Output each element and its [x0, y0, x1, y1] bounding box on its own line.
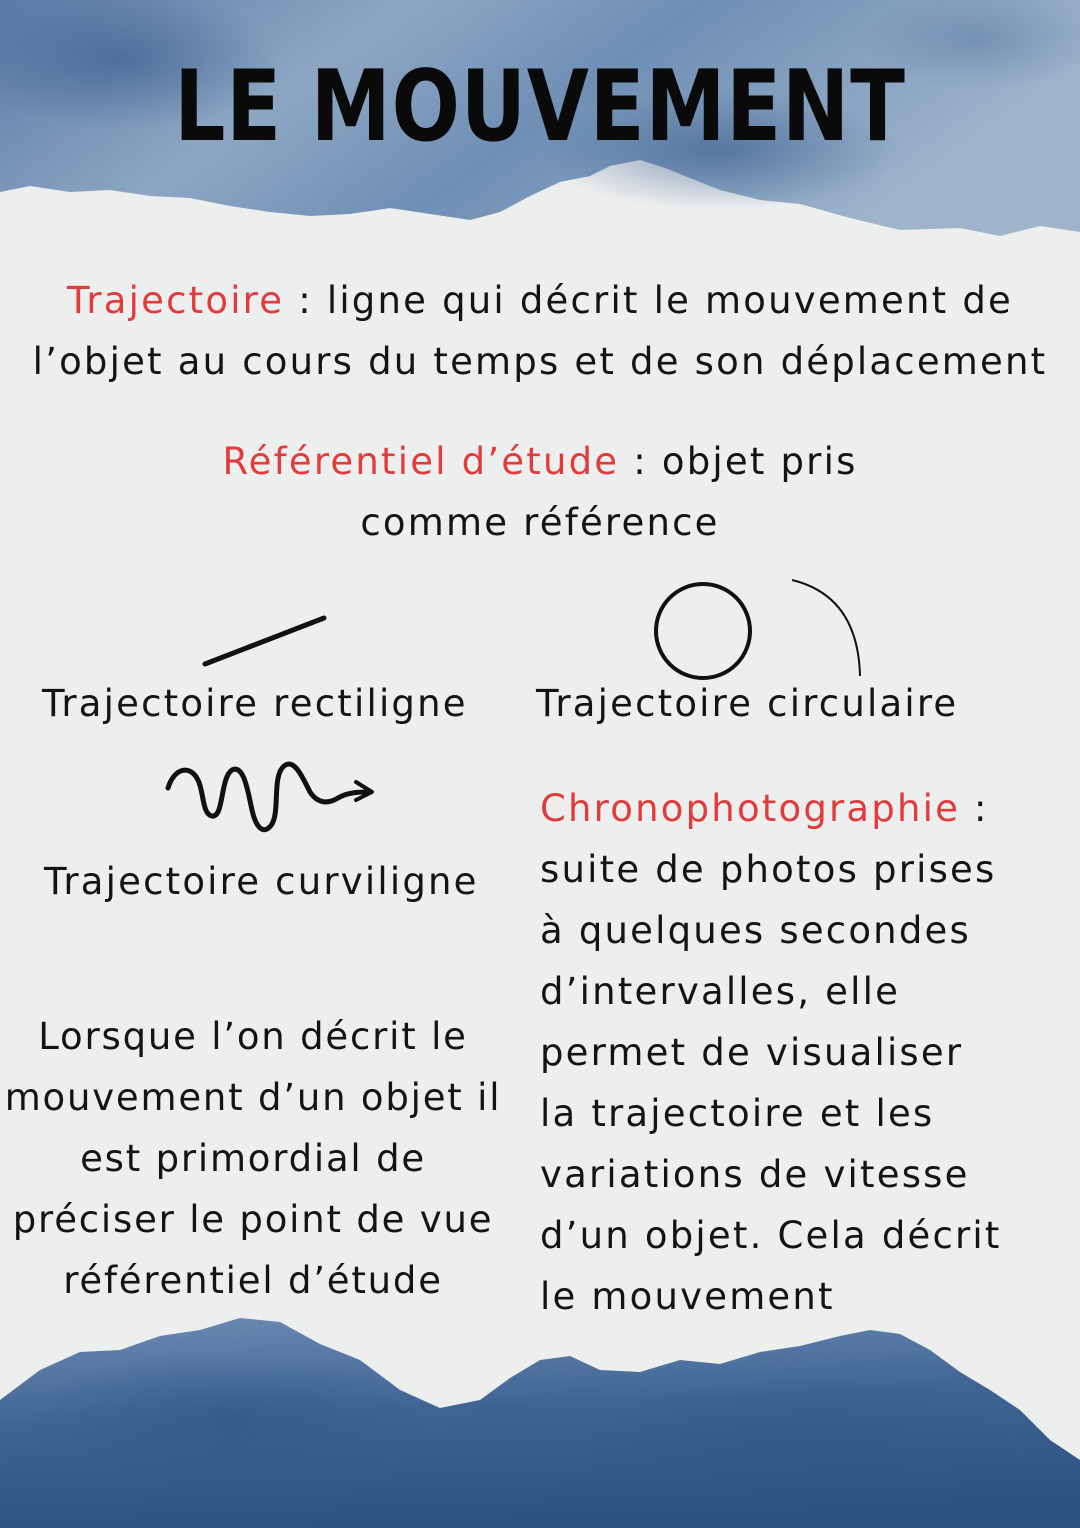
chrono-line: suite de photos prises: [540, 848, 997, 891]
trajectoire-curviligne-label: Trajectoire curviligne: [44, 860, 479, 903]
page-title: LE MOUVEMENT: [174, 50, 906, 164]
referentiel-line-1-text: objet pris: [661, 440, 858, 483]
note-line: mouvement d’un objet il: [4, 1076, 502, 1119]
referentiel-sep: :: [619, 440, 662, 483]
circle-icon: [650, 578, 756, 684]
chrono-line: variations de vitesse: [540, 1153, 970, 1196]
trajectoire-sep: :: [284, 279, 327, 322]
chrono-term: Chronophotographie: [540, 787, 961, 830]
chrono-line: permet de visualiser: [540, 1031, 964, 1074]
note-block: [0, 1006, 506, 1311]
chrono-line: la trajectoire et les: [540, 1092, 935, 1135]
trajectoire-line-2: l’objet au cours du temps et de son déplacement: [32, 340, 1048, 383]
trajectoire-circulaire-label: Trajectoire circulaire: [536, 682, 959, 725]
trajectoire-definition: [0, 270, 1080, 392]
referentiel-line-2: comme référence: [360, 501, 720, 544]
trajectoire-line-1: [0, 270, 1080, 331]
chrono-line: à quelques secondes: [540, 909, 971, 952]
trajectoire-rectiligne-label: Trajectoire rectiligne: [42, 682, 468, 725]
chrono-sep: :: [960, 787, 989, 830]
note-line: référentiel d’étude: [63, 1259, 443, 1302]
chrono-title-line: [540, 778, 1060, 839]
trajectoire-term: Trajectoire: [67, 279, 285, 322]
chrono-line: d’un objet. Cela décrit: [540, 1214, 1002, 1257]
note-line: est primordial de: [80, 1137, 426, 1180]
note-line: préciser le point de vue: [12, 1198, 494, 1241]
straight-line-icon: [200, 612, 330, 670]
note-line: Lorsque l’on décrit le: [38, 1015, 468, 1058]
chrono-line: le mouvement: [540, 1275, 835, 1318]
trajectoire-line-1-text: ligne qui décrit le mouvement de: [326, 279, 1013, 322]
referentiel-line-1: [0, 431, 1080, 492]
squiggle-arrow-icon: [160, 752, 380, 844]
arc-icon: [788, 576, 868, 680]
chrono-line: d’intervalles, elle: [540, 970, 901, 1013]
referentiel-definition: [0, 431, 1080, 553]
referentiel-term: Référentiel d’étude: [222, 440, 620, 483]
chrono-block: [540, 778, 1060, 1327]
